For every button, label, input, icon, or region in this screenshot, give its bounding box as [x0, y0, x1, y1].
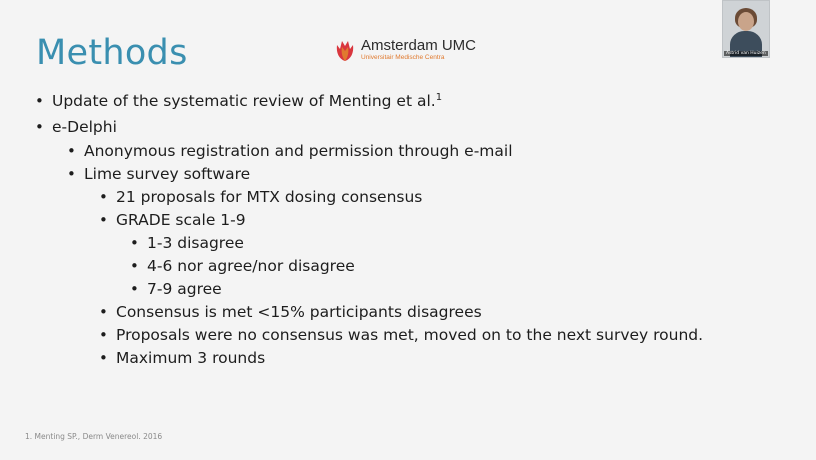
- participant-name: Astrid van Huizen: [726, 51, 766, 56]
- bullet-dot-icon: •: [67, 142, 76, 160]
- bullet-dot-icon: •: [130, 234, 139, 252]
- bullet-text: Lime survey software: [84, 165, 251, 183]
- bullet-dot-icon: •: [99, 326, 108, 344]
- bullet-dot-icon: •: [130, 280, 139, 298]
- bullet-text: 4-6 nor agree/nor disagree: [147, 257, 355, 275]
- bullet-text: 7-9 agree: [147, 280, 222, 298]
- footnote-ref: 1: [435, 91, 443, 103]
- bullet-text: Proposals were no consensus was met, moved on to the next survey round.: [116, 326, 704, 344]
- bullet-item: [99, 211, 246, 229]
- bullet-dot-icon: •: [99, 303, 108, 321]
- bullet-text: GRADE scale 1-9: [116, 211, 246, 229]
- bullet-dot-icon: •: [99, 211, 108, 229]
- webcam-thumbnail[interactable]: [722, 0, 770, 58]
- bullet-dot-icon: •: [130, 257, 139, 275]
- bullet-item: [99, 303, 482, 321]
- slide-title: Methods: [36, 33, 188, 73]
- bullet-dot-icon: •: [67, 165, 76, 183]
- footnote: 1. Menting SP., Derm Venereol. 2016: [25, 432, 163, 441]
- bullet-item: [67, 165, 251, 183]
- bullet-text: e-Delphi: [52, 118, 117, 136]
- bullet-item: [67, 142, 513, 160]
- bullet-item: [99, 349, 266, 367]
- bullet-item: [130, 234, 244, 252]
- bullet-dot-icon: •: [35, 118, 44, 136]
- bullet-item: [35, 91, 443, 110]
- bullet-dot-icon: •: [99, 349, 108, 367]
- bullet-item: [99, 188, 423, 206]
- bullet-item: [35, 118, 117, 136]
- participant-face: [738, 12, 754, 31]
- bullet-dot-icon: •: [35, 92, 44, 110]
- logo-name: Amsterdam UMC: [361, 37, 477, 54]
- tulip-icon: [334, 37, 356, 63]
- bullet-text: Consensus is met <15% participants disagrees: [116, 303, 482, 321]
- bullet-item: [130, 280, 222, 298]
- bullet-text: Maximum 3 rounds: [116, 349, 266, 367]
- bullet-text: Anonymous registration and permission through e-mail: [84, 142, 513, 160]
- logo-subtitle: Universitair Medische Centra: [361, 54, 445, 61]
- bullet-item: [99, 326, 704, 344]
- bullet-text: Update of the systematic review of Menting et al.: [52, 92, 436, 110]
- bullet-dot-icon: •: [99, 188, 108, 206]
- bullet-text: 21 proposals for MTX dosing consensus: [116, 188, 423, 206]
- bullet-item: [130, 257, 355, 275]
- bullet-text: 1-3 disagree: [147, 234, 244, 252]
